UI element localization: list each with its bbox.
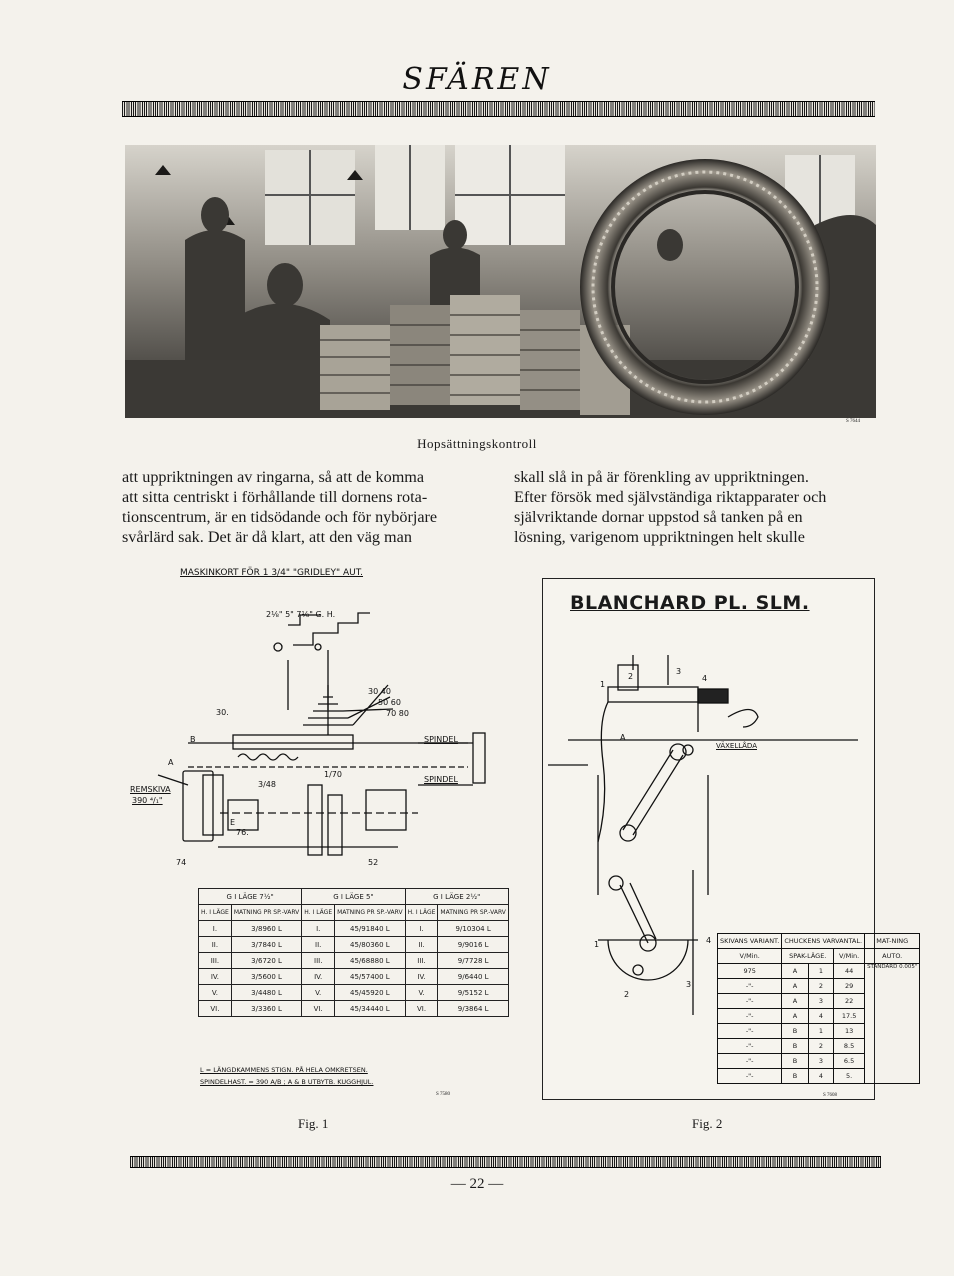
table-cell: B: [782, 1039, 808, 1054]
table-header-row: [199, 889, 509, 905]
fig2-label-4: 4: [702, 674, 708, 683]
table-cell: 4: [808, 1069, 833, 1084]
table-cell: 9/3864 L: [438, 1001, 508, 1017]
table-cell: 8.5: [834, 1039, 865, 1054]
table-cell: B: [782, 1054, 808, 1069]
table-col-header: V/Min.: [718, 949, 782, 964]
table-cell: V.: [199, 985, 232, 1001]
fig1-cone-label: 30 40: [368, 687, 391, 696]
table-col-header: V/Min.: [834, 949, 865, 964]
table-col-header: H. I LÄGE: [405, 905, 438, 921]
table-cell: III.: [405, 953, 438, 969]
table-cell: 44: [834, 964, 865, 979]
fig1-spindel-top: SPINDEL: [424, 735, 458, 744]
table-cell: -"-: [718, 1039, 782, 1054]
table-row: [199, 953, 509, 969]
table-row: [199, 969, 509, 985]
table-cell: A: [782, 964, 808, 979]
table-cell: -"-: [718, 1069, 782, 1084]
table-cell: 975: [718, 964, 782, 979]
fig2-label-2: 2: [628, 672, 634, 681]
table-cell: -"-: [718, 994, 782, 1009]
table-cell: 3: [808, 994, 833, 1009]
table-col-header: MAT-NING: [865, 934, 920, 949]
table-cell: III.: [199, 953, 232, 969]
table-cell: 3/7840 L: [231, 937, 301, 953]
table-col-header: H. I LÄGE: [302, 905, 335, 921]
text-line: att uppriktningen av ringarna, så att de komma: [122, 468, 425, 486]
table-cell: STANDARD 0.005": [865, 964, 920, 1084]
table-row: [199, 921, 509, 937]
fig1-title: MASKINKORT FÖR 1 3/4" "GRIDLEY" AUT.: [180, 568, 364, 578]
masthead-title: SFÄREN: [402, 62, 552, 97]
table-cell: 45/68880 L: [335, 953, 405, 969]
table-cell: 1: [808, 964, 833, 979]
table-cell: 9/10304 L: [438, 921, 508, 937]
table-row: [199, 1001, 509, 1017]
table-cell: 2: [808, 979, 833, 994]
fig1-label-a: A: [168, 758, 174, 767]
table-cell: A: [782, 994, 808, 1009]
fig1-remskiva: REMSKIVA: [130, 785, 171, 794]
table-cell: A: [782, 979, 808, 994]
fig1-label-76: 76.: [236, 828, 249, 837]
table-group-header: G I LÄGE 2½": [405, 889, 508, 905]
table-cell: II.: [405, 937, 438, 953]
fig2-speed-table: [717, 933, 920, 1084]
table-cell: 3/4480 L: [231, 985, 301, 1001]
fig1-spindel-bottom: SPINDEL: [424, 775, 458, 784]
table-cell: B: [782, 1024, 808, 1039]
table-cell: I.: [405, 921, 438, 937]
fig1-ref: S 7580: [436, 1092, 451, 1097]
fig1-feed-table: [198, 888, 509, 1017]
table-cell: 1: [808, 1024, 833, 1039]
table-row: [199, 985, 509, 1001]
fig1-label-e: E: [230, 818, 236, 827]
table-group-header: G I LÄGE 7½": [199, 889, 302, 905]
fig1-note: L = LÄNGDKAMMENS STIGN. PÅ HELA OMKRETSEN.: [200, 1066, 368, 1074]
fig2-title: BLANCHARD PL. SLM.: [570, 592, 810, 614]
table-header-row: [199, 905, 509, 921]
table-cell: -"-: [718, 1024, 782, 1039]
table-col-header: CHUCKENS VARVANTAL.: [782, 934, 865, 949]
footer-rule: [130, 1156, 881, 1168]
table-cell: 3: [808, 1054, 833, 1069]
table-col-header: AUTO.: [865, 949, 920, 964]
text-column-right: [514, 467, 879, 547]
table-cell: A: [782, 1009, 808, 1024]
table-cell: IV.: [199, 969, 232, 985]
table-cell: 5.: [834, 1069, 865, 1084]
table-col-header: SPAK-LÄGE.: [782, 949, 834, 964]
fig1-cone-label: 70 80: [386, 709, 409, 718]
fig2-lower-label-4: 4: [706, 936, 712, 945]
table-cell: 3/5600 L: [231, 969, 301, 985]
text-line: tionscentrum, är en tidsödande och för nybörjare: [122, 508, 438, 526]
text-line: självriktande dornar uppstod så tanken på en: [514, 508, 803, 526]
text-line: skall slå in på är förenkling av uppriktningen.: [514, 468, 809, 486]
text-line: Efter försök med självständiga riktapparater och: [514, 488, 827, 506]
factory-photo: [125, 145, 876, 418]
table-cell: -"-: [718, 1009, 782, 1024]
table-cell: V.: [302, 985, 335, 1001]
fig1-label-b: B: [190, 735, 196, 744]
table-cell: 29: [834, 979, 865, 994]
table-cell: 45/57400 L: [335, 969, 405, 985]
table-cell: VI.: [405, 1001, 438, 1017]
table-cell: IV.: [302, 969, 335, 985]
table-cell: 45/45920 L: [335, 985, 405, 1001]
fig1-ratio: 3/48: [258, 780, 276, 789]
table-cell: II.: [199, 937, 232, 953]
table-cell: III.: [302, 953, 335, 969]
table-cell: 13: [834, 1024, 865, 1039]
text-line: att sitta centriskt i förhållande till dornens rota-: [122, 488, 428, 506]
page-number: — 22 —: [450, 1176, 504, 1192]
table-col-header: MATNING PR SP.-VARV: [335, 905, 405, 921]
fig1-label-74: 74: [176, 858, 187, 867]
table-cell: 9/5152 L: [438, 985, 508, 1001]
photo-ref: S 7644: [846, 419, 861, 424]
table-col-header: MATNING PR SP.-VARV: [231, 905, 301, 921]
table-cell: B: [782, 1069, 808, 1084]
header-rule: [122, 101, 875, 117]
text-line: svårlärd sak. Det är då klart, att den väg man: [122, 528, 412, 546]
fig1-remskiva-value: 390 ⁴/₁": [132, 796, 163, 805]
table-col-header: H. I LÄGE: [199, 905, 232, 921]
table-cell: IV.: [405, 969, 438, 985]
fig2-lower-label-1: 1: [594, 940, 600, 949]
text-column-left: [122, 467, 487, 547]
table-group-header: G I LÄGE 5": [302, 889, 405, 905]
table-cell: -"-: [718, 979, 782, 994]
table-cell: I.: [302, 921, 335, 937]
factory-photo-illustration: [125, 145, 876, 418]
fig1-label-52: 52: [368, 858, 379, 867]
table-row: [199, 937, 509, 953]
table-cell: 3/6720 L: [231, 953, 301, 969]
table-cell: 9/9016 L: [438, 937, 508, 953]
fig1-label-30: 30.: [216, 708, 229, 717]
fig2-label-a: A: [620, 733, 626, 742]
table-cell: 3/8960 L: [231, 921, 301, 937]
fig2-vaxellada: VÄXELLÅDA: [716, 742, 757, 750]
table-cell: 22: [834, 994, 865, 1009]
table-cell: 17.5: [834, 1009, 865, 1024]
fig2-lower-label-3: 3: [686, 980, 692, 989]
table-cell: 4: [808, 1009, 833, 1024]
fig1-ratio2: 1/70: [324, 770, 342, 779]
table-cell: V.: [405, 985, 438, 1001]
table-cell: -"-: [718, 1054, 782, 1069]
fig2-label-3: 3: [676, 667, 682, 676]
fig1-gear-label: 2⅛" 5" 7⅛" G. H.: [266, 610, 336, 619]
table-cell: 45/34440 L: [335, 1001, 405, 1017]
table-cell: 45/91840 L: [335, 921, 405, 937]
text-line: lösning, varigenom uppriktningen helt skulle: [514, 528, 805, 546]
photo-caption: Hopsättningskontroll: [417, 436, 537, 451]
table-cell: 9/6440 L: [438, 969, 508, 985]
table-cell: VI.: [199, 1001, 232, 1017]
table-cell: 9/7728 L: [438, 953, 508, 969]
table-cell: VI.: [302, 1001, 335, 1017]
table-header-row: [718, 949, 920, 964]
fig1-caption: Fig. 1: [298, 1116, 329, 1131]
fig1-cone-label: 50 60: [378, 698, 401, 707]
fig2-caption: Fig. 2: [692, 1116, 723, 1131]
table-cell: 45/80360 L: [335, 937, 405, 953]
table-cell: 3/3360 L: [231, 1001, 301, 1017]
fig1-note: SPINDELHAST. = 390 A/B ; A & B UTBYTB. KUGGHJUL.: [200, 1078, 374, 1086]
table-col-header: MATNING PR SP.-VARV: [438, 905, 508, 921]
table-cell: II.: [302, 937, 335, 953]
table-row: [718, 964, 920, 979]
table-cell: I.: [199, 921, 232, 937]
table-header-row: [718, 934, 920, 949]
fig2-label-1: 1: [600, 680, 606, 689]
table-cell: 6.5: [834, 1054, 865, 1069]
fig2-ref: S 7608: [823, 1093, 838, 1098]
table-cell: 2: [808, 1039, 833, 1054]
table-col-header: SKIVANS VARIANT.: [718, 934, 782, 949]
fig2-lower-label-2: 2: [624, 990, 630, 999]
